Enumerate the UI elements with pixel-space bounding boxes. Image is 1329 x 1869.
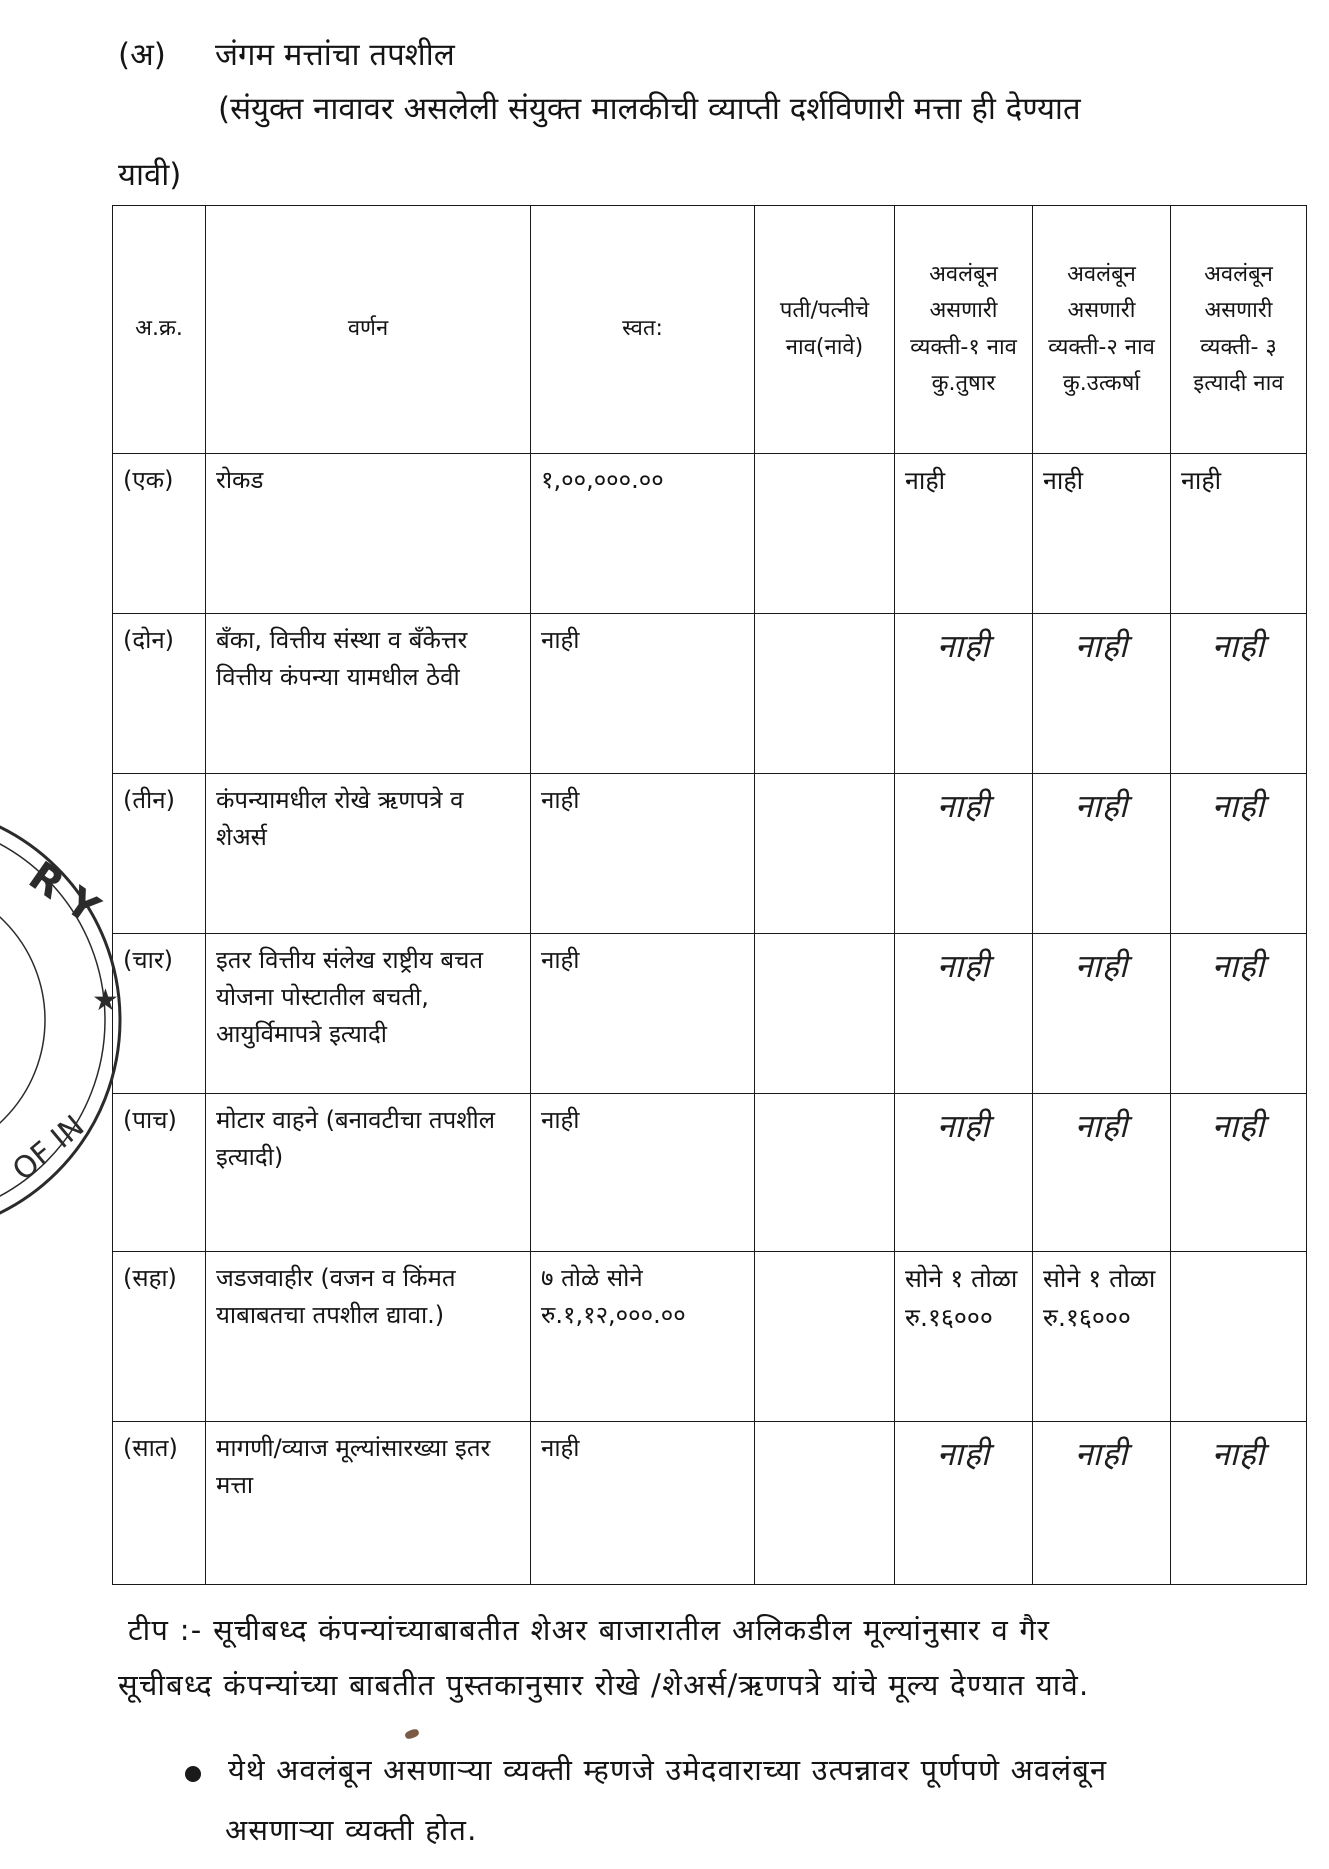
seal-text-top: R Y (20, 852, 108, 933)
section-title: जंगम मत्तांचा तपशील (215, 37, 455, 73)
row-self: नाही (531, 1422, 755, 1585)
row-dependent-1: नाही (895, 934, 1033, 1094)
bullet-line-1: येथे अवलंबून असणाऱ्या व्यक्ती म्हणजे उमेदवाराच्या उत्पन्नावर पूर्णपणे अवलंबून (228, 1753, 1108, 1787)
row-dependent-2: नाही (1033, 774, 1171, 934)
note-line-2: सूचीबध्द कंपन्यांच्या बाबतीत पुस्तकानुसार रोखे /शेअर्स/ऋणपत्रे यांचे मूल्य देण्यात यावे. (118, 1668, 1090, 1702)
table-row (113, 454, 1307, 614)
row-spouse (755, 454, 895, 614)
table-row (113, 1422, 1307, 1585)
section-subtitle-line2: यावी) (118, 157, 182, 193)
section-label: (अ) (118, 37, 166, 73)
row-dependent-3: नाही (1171, 454, 1307, 614)
row-dependent-3 (1171, 1252, 1307, 1422)
row-dependent-1: नाही (895, 1094, 1033, 1252)
row-spouse (755, 1422, 895, 1585)
row-description: इतर वित्तीय संलेख राष्ट्रीय बचत योजना पोस्टातील बचती, आयुर्विमापत्रे इत्यादी (206, 934, 531, 1094)
row-self: १,००,०००.०० (531, 454, 755, 614)
row-dependent-2: नाही (1033, 934, 1171, 1094)
row-dependent-3: नाही (1171, 1094, 1307, 1252)
row-dependent-3: नाही (1171, 774, 1307, 934)
ink-speck (404, 1728, 420, 1740)
row-dependent-3: नाही (1171, 614, 1307, 774)
row-description: मागणी/व्याज मूल्यांसारख्या इतर मत्ता (206, 1422, 531, 1585)
row-dependent-3: नाही (1171, 934, 1307, 1094)
table-header-row (113, 206, 1307, 454)
row-dependent-2: नाही (1033, 1422, 1171, 1585)
row-description: रोकड (206, 454, 531, 614)
header-serial: अ.क्र. (113, 206, 206, 454)
row-serial: (सहा) (113, 1252, 206, 1422)
bullet-line-2: असणाऱ्या व्यक्ती होत. (225, 1813, 478, 1847)
row-spouse (755, 934, 895, 1094)
header-spouse: पती/पत्नीचे नाव(नावे) (755, 206, 895, 454)
row-self: नाही (531, 614, 755, 774)
header-self: स्वत: (531, 206, 755, 454)
row-serial: (चार) (113, 934, 206, 1094)
row-spouse (755, 614, 895, 774)
row-self: नाही (531, 774, 755, 934)
header-dependent-2: अवलंबून असणारी व्यक्ती-२ नाव कु.उत्कर्षा (1033, 206, 1171, 454)
note-line-1: टीप :- सूचीबध्द कंपन्यांच्याबाबतीत शेअर बाजारातील अलिकडील मूल्यांनुसार व गैर (128, 1613, 1051, 1647)
row-spouse (755, 1252, 895, 1422)
row-serial: (सात) (113, 1422, 206, 1585)
seal-star-icon: ★ (92, 983, 119, 1018)
row-serial: (दोन) (113, 614, 206, 774)
row-dependent-1: नाही (895, 1422, 1033, 1585)
row-description: बँका, वित्तीय संस्था व बँकेत्तर वित्तीय कंपन्या यामधील ठेवी (206, 614, 531, 774)
row-dependent-1: नाही (895, 614, 1033, 774)
table-row (113, 1094, 1307, 1252)
notary-seal-graphic (0, 820, 130, 1240)
row-dependent-1: नाही (895, 454, 1033, 614)
bullet-icon (185, 1766, 201, 1782)
row-dependent-2: नाही (1033, 454, 1171, 614)
row-dependent-1: सोने १ तोळा रु.१६००० (895, 1252, 1033, 1422)
notary-seal (0, 820, 130, 1240)
table-row (113, 934, 1307, 1094)
row-dependent-2: नाही (1033, 614, 1171, 774)
row-description: मोटार वाहने (बनावटीचा तपशील इत्यादी) (206, 1094, 531, 1252)
header-description: वर्णन (206, 206, 531, 454)
row-spouse (755, 1094, 895, 1252)
table-row (113, 1252, 1307, 1422)
table-row (113, 774, 1307, 934)
row-spouse (755, 774, 895, 934)
row-dependent-2: सोने १ तोळा रु.१६००० (1033, 1252, 1171, 1422)
header-dependent-1: अवलंबून असणारी व्यक्ती-१ नाव कु.तुषार (895, 206, 1033, 454)
row-dependent-2: नाही (1033, 1094, 1171, 1252)
row-serial: (पाच) (113, 1094, 206, 1252)
seal-text-bottom: OF IN (6, 1108, 92, 1189)
movable-assets-table (112, 205, 1307, 1585)
row-description: कंपन्यामधील रोखे ऋणपत्रे व शेअर्स (206, 774, 531, 934)
row-dependent-3: नाही (1171, 1422, 1307, 1585)
row-self: नाही (531, 1094, 755, 1252)
row-serial: (एक) (113, 454, 206, 614)
row-self: ७ तोळे सोने रु.१,१२,०००.०० (531, 1252, 755, 1422)
row-serial: (तीन) (113, 774, 206, 934)
table-row (113, 614, 1307, 774)
row-dependent-1: नाही (895, 774, 1033, 934)
header-dependent-3: अवलंबून असणारी व्यक्ती- ३ इत्यादी नाव (1171, 206, 1307, 454)
row-description: जडजवाहीर (वजन व किंमत याबाबतचा तपशील द्यावा.) (206, 1252, 531, 1422)
section-subtitle-line1: (संयुक्त नावावर असलेली संयुक्त मालकीची व्याप्ती दर्शविणारी मत्ता ही देण्यात (218, 91, 1081, 127)
row-self: नाही (531, 934, 755, 1094)
